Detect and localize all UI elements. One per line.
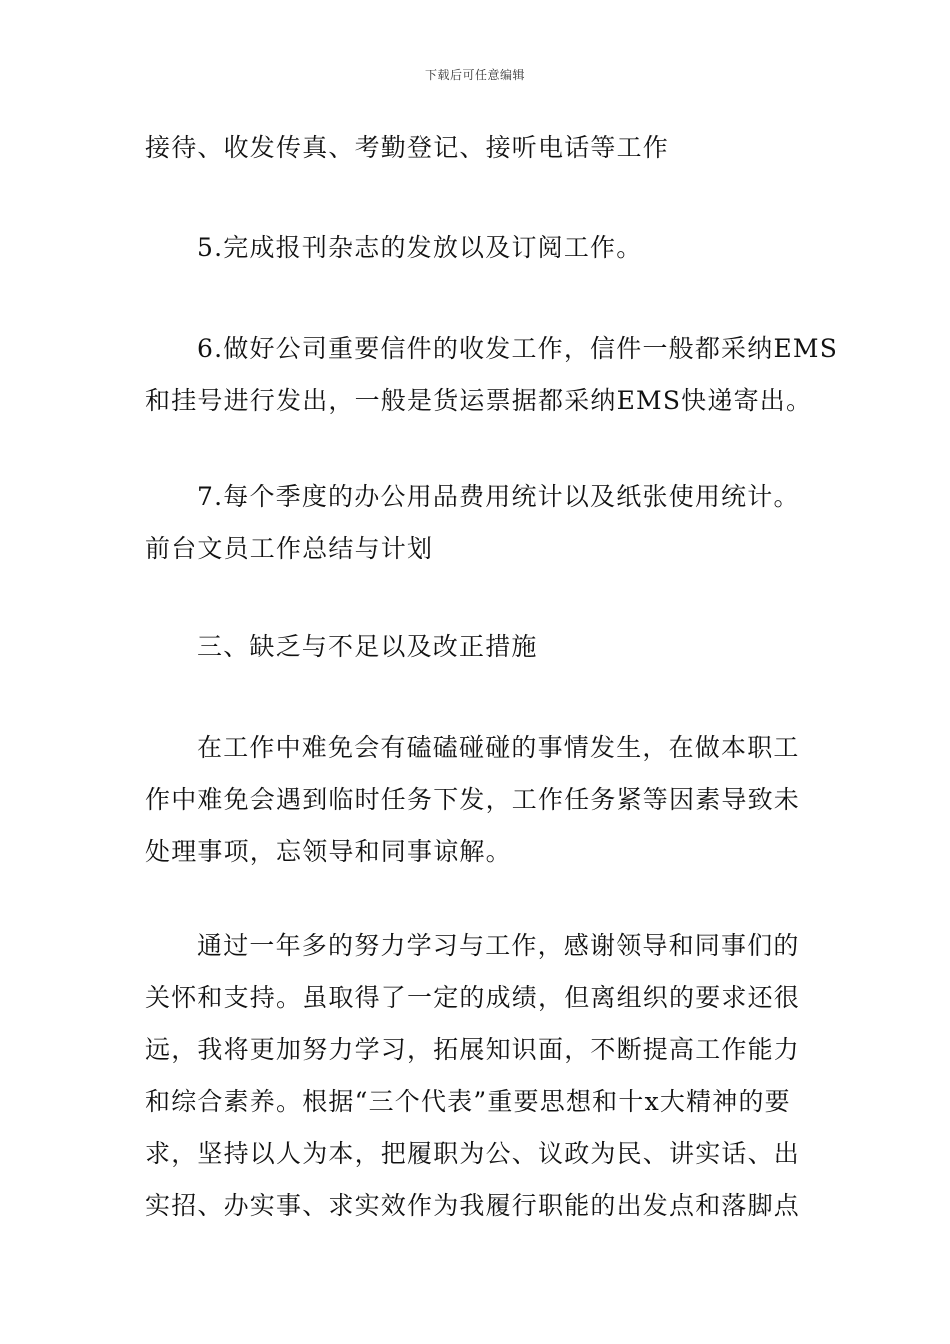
text-line: 和综合素养。根据“三个代表”重要思想和十x大精神的要 (145, 1087, 791, 1116)
paragraph-6 (145, 722, 810, 878)
text-line: 6.做好公司重要信件的收发工作，信件一般都采纳EMS (197, 334, 839, 363)
paragraph-1 (145, 122, 810, 174)
text-line: 关怀和支持。虽取得了一定的成绩，但离组织的要求还很 (145, 983, 801, 1012)
paragraph-7 (145, 920, 810, 1232)
paragraph-3 (145, 323, 839, 427)
text-line: 在工作中难免会有磕磕碰碰的事情发生，在做本职工 (197, 733, 800, 762)
text-line: 作中难免会遇到临时任务下发，工作任务紧等因素导致未 (145, 785, 801, 814)
text-line: 实招、办实事、求实效作为我履行职能的出发点和落脚点 (145, 1191, 801, 1220)
text-line: 接待、收发传真、考勤登记、接听电话等工作 (145, 133, 670, 162)
text-line: 和挂号进行发出，一般是货运票据都采纳EMS快递寄出。 (145, 386, 813, 415)
text-line: 远，我将更加努力学习，拓展知识面，不断提高工作能力 (145, 1035, 801, 1064)
text-line: 三、缺乏与不足以及改正措施 (197, 632, 538, 661)
text-line: 处理事项，忘领导和同事谅解。 (145, 837, 512, 866)
section-heading (145, 621, 810, 673)
text-line: 求，坚持以人为本，把履职为公、议政为民、讲实话、出 (145, 1139, 801, 1168)
paragraph-4 (145, 471, 810, 575)
text-line: 通过一年多的努力学习与工作，感谢领导和同事们的 (197, 931, 800, 960)
text-line: 前台文员工作总结与计划 (145, 534, 434, 563)
page-header: 下载后可任意编辑 (424, 68, 525, 82)
text-line: 7.每个季度的办公用品费用统计以及纸张使用统计。 (197, 482, 800, 511)
paragraph-2 (145, 222, 810, 274)
text-line: 5.完成报刊杂志的发放以及订阅工作。 (197, 233, 643, 262)
